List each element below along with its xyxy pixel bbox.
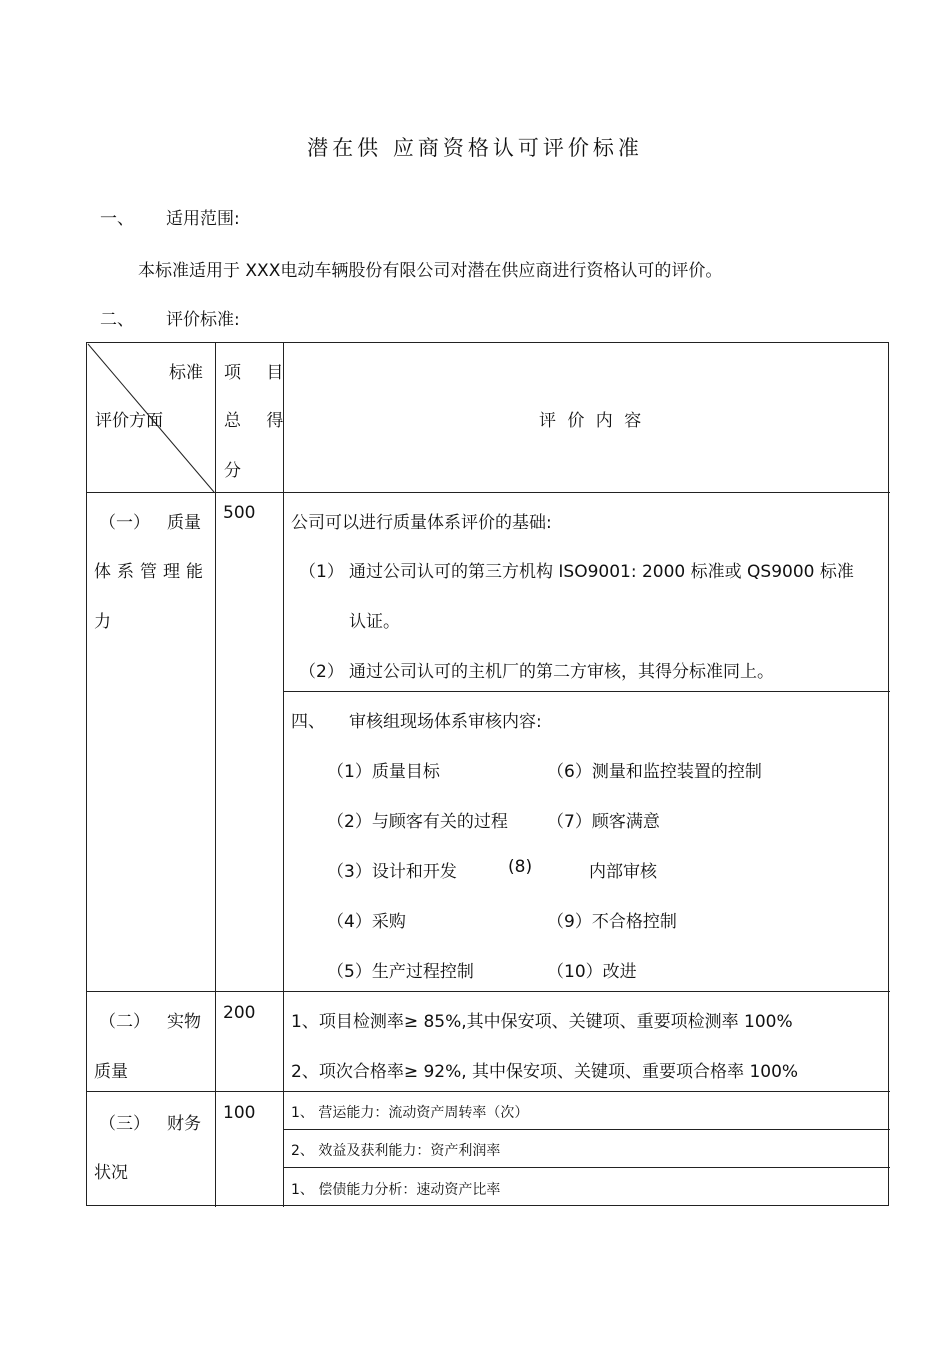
row3-divider-a	[284, 1129, 890, 1130]
audit-item-3: （3）设计和开发	[327, 862, 457, 882]
audit-title: 审核组现场体系审核内容:	[349, 712, 542, 732]
audit-item-8-text: 内部审核	[589, 862, 657, 882]
audit-item-7: （7）顾客满意	[547, 812, 660, 832]
row2-aspect-line2: 质量	[94, 1062, 128, 1082]
row1-item1-number: （1）	[299, 562, 344, 582]
header-score-line1: 项 目	[224, 363, 294, 383]
row3-aspect-a: （三）	[99, 1114, 150, 1134]
row1-item2-text: 通过公司认可的主机厂的第二方审核，其得分标准同上。	[349, 662, 774, 682]
row2-aspect-a: （二）	[99, 1012, 150, 1032]
row2-score: 200	[223, 1003, 256, 1023]
row1-item1-continuation: 认证。	[349, 612, 400, 632]
document-title: 潜在供 应商资格认可评价标准	[307, 136, 643, 160]
audit-item-6: （6）测量和监控装置的控制	[547, 762, 762, 782]
header-content-label: 评 价 内 容	[539, 411, 645, 431]
row2-divider	[87, 1091, 890, 1092]
row2-line1: 1、项目检测率≥ 85%,其中保安项、关键项、重要项检测率 100%	[291, 1012, 793, 1032]
audit-item-9: （9）不合格控制	[547, 912, 677, 932]
row3-aspect-b: 财务	[167, 1114, 201, 1134]
section1-number: 一、	[100, 209, 134, 229]
row1-divider	[87, 991, 890, 992]
audit-item-10: （10）改进	[547, 962, 637, 982]
audit-item-5: （5）生产过程控制	[327, 962, 474, 982]
row1-intro: 公司可以进行质量体系评价的基础:	[291, 513, 552, 533]
section2-number: 二、	[100, 310, 134, 330]
row3-line2: 2、 效益及获利能力：资产利润率	[291, 1143, 501, 1159]
row2-line2: 2、项次合格率≥ 92%, 其中保安项、关键项、重要项合格率 100%	[291, 1062, 799, 1082]
row1-aspect-line2: 体系管理能	[94, 562, 209, 582]
row1-aspect-a: （一）	[99, 513, 150, 533]
audit-item-2: （2）与顾客有关的过程	[327, 812, 508, 832]
col-divider-1	[215, 343, 216, 1207]
header-score-line3: 分	[224, 461, 241, 481]
row3-line3: 1、 偿债能力分析：速动资产比率	[291, 1182, 501, 1198]
header-score-line2: 总 得	[224, 411, 294, 431]
header-standard-label: 标准	[169, 363, 203, 383]
header-aspect-label: 评价方面	[95, 411, 163, 431]
section1-body: 本标准适用于 XXX电动车辆股份有限公司对潜在供应商进行资格认可的评价。	[138, 261, 723, 281]
row3-divider-b	[284, 1167, 890, 1168]
row3-aspect-line2: 状况	[94, 1163, 128, 1183]
row3-line1: 1、 营运能力：流动资产周转率（次）	[291, 1105, 529, 1121]
evaluation-table	[86, 342, 889, 1206]
row1-item2-number: （2）	[299, 662, 344, 682]
row3-score: 100	[223, 1103, 256, 1123]
audit-number: 四、	[291, 712, 325, 732]
row1-inner-divider	[284, 691, 890, 692]
row2-aspect-b: 实物	[167, 1012, 201, 1032]
row1-aspect-line3: 力	[94, 612, 111, 632]
row1-item1-text: 通过公司认可的第三方机构 ISO9001: 2000 标准或 QS9000 标准	[349, 562, 854, 582]
section2-heading: 评价标准:	[166, 310, 240, 330]
row1-score: 500	[223, 503, 256, 523]
col-divider-2	[283, 343, 284, 1207]
audit-item-8-number: (8)	[508, 857, 533, 877]
audit-item-4: （4）采购	[327, 912, 406, 932]
audit-item-1: （1）质量目标	[327, 762, 440, 782]
row1-aspect-b: 质量	[167, 513, 201, 533]
section1-heading: 适用范围:	[166, 209, 240, 229]
